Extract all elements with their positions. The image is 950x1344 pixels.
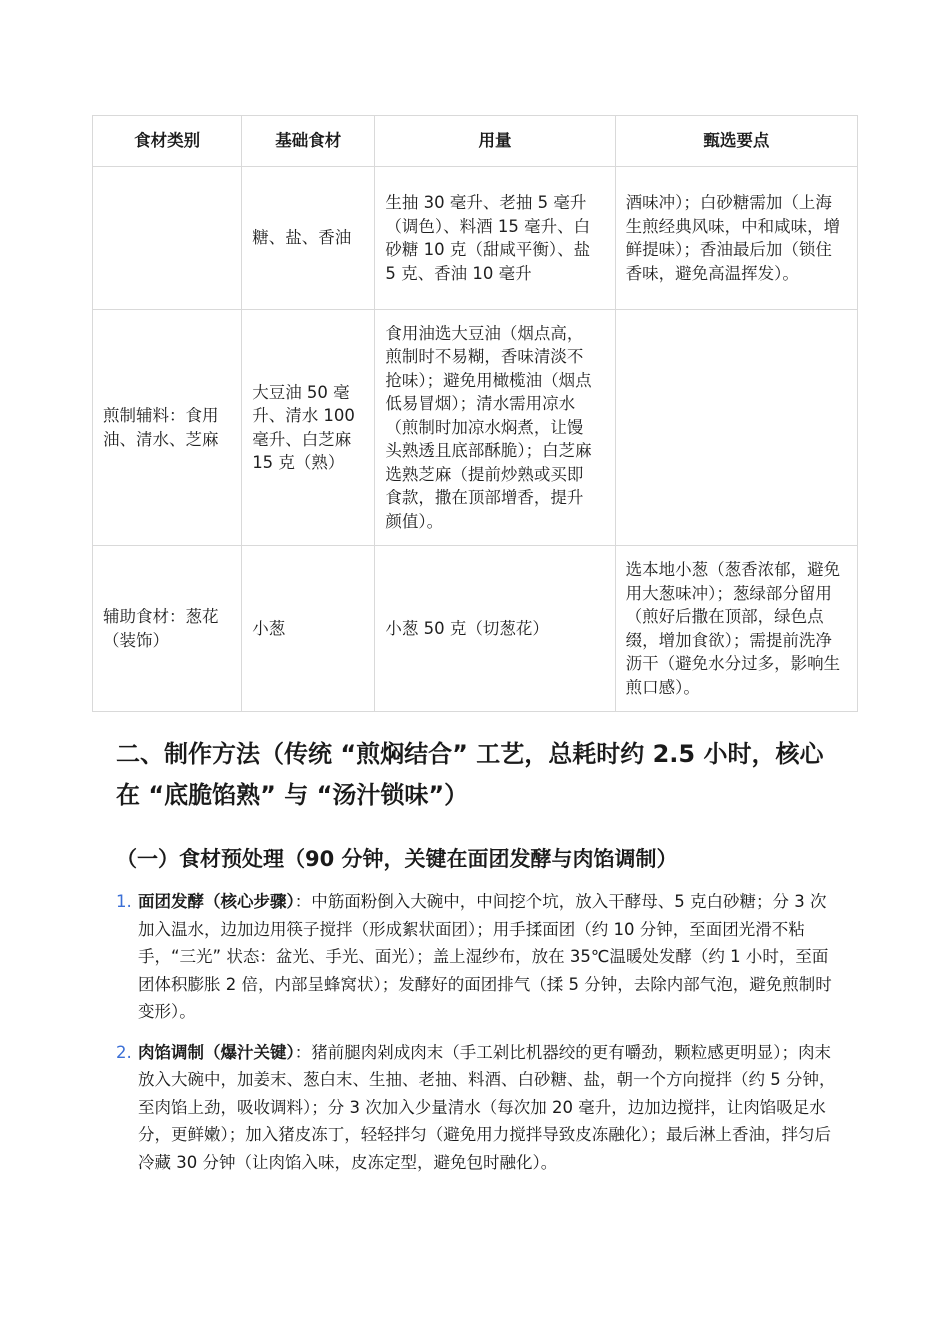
list-item — [116, 1039, 838, 1177]
cell-tips — [615, 310, 857, 546]
cell-amount: 生抽 30 毫升、老抽 5 毫升（调色）、料酒 15 毫升、白砂糖 10 克（甜咸平衡）、盐 5 克、香油 10 毫升 — [375, 167, 615, 310]
header-category: 食材类别 — [93, 116, 242, 167]
header-tips: 甄选要点 — [615, 116, 857, 167]
step-label: 面团发酵（核心步骤） — [138, 892, 295, 911]
cell-tips: 选本地小葱（葱香浓郁，避免用大葱味冲）；葱绿部分留用（煎好后撒在顶部，绿色点缀，增加食欲）；需提前洗净沥干（避免水分过多，影响生煎口感）。 — [615, 546, 857, 712]
step-label: 肉馅调制（爆汁关键） — [138, 1042, 295, 1062]
table-row — [93, 310, 858, 546]
cell-category — [93, 167, 242, 310]
subsection-heading: （一）食材预处理（90 分钟，关键在面团发酵与肉馅调制） — [116, 847, 678, 871]
header-base: 基础食材 — [242, 116, 375, 167]
cell-amount: 小葱 50 克（切葱花） — [375, 546, 615, 712]
cell-base: 小葱 — [242, 546, 375, 712]
cell-base: 糖、盐、香油 — [242, 167, 375, 310]
cell-category: 煎制辅料：食用油、清水、芝麻 — [93, 310, 242, 546]
cell-category: 辅助食材：葱花（装饰） — [93, 546, 242, 712]
step-number: 1. — [116, 892, 132, 911]
steps-list — [116, 888, 838, 1176]
list-item — [116, 888, 838, 1026]
step-text: ：中筋面粉倒入大碗中，中间挖个坑，放入干酵母、5 克白砂糖；分 3 次加入温水，边加边用筷子搅拌（形成絮状面团）；用手揉面团（约 10 分钟，至面团光滑不粘手，“三光” 状态：盆光、手光、面光）；盖上湿纱布，放在 35℃温暖处发酵（约 1 小时，至面团体积膨胀 2 倍，内部呈蜂窝状）；发酵好的面团排气（揉 5 分钟，去除内部气泡，避免煎制时变形）。 — [138, 892, 832, 1021]
section-heading: 二、制作方法（传统 “煎焖结合” 工艺，总耗时约 2.5 小时，核心在 “底脆馅熟” 与 “汤汁锁味”） — [116, 740, 824, 809]
table-row — [93, 167, 858, 310]
header-amount: 用量 — [375, 116, 615, 167]
table-header-row — [93, 116, 858, 167]
step-text: ：猪前腿肉剁成肉末（手工剁比机器绞的更有嚼劲，颗粒感更明显）；肉末放入大碗中，加姜末、葱白末、生抽、老抽、料酒、白砂糖、盐，朝一个方向搅拌（约 5 分钟，至肉馅上劲，吸收调料）；分 3 次加入少量清水（每次加 20 毫升，边加边搅拌，让肉馅吸足水分，更鲜嫩）；加入猪皮冻丁，轻轻拌匀（避免用力搅拌导致皮冻融化）；最后淋上香油，拌匀后冷藏 30 分钟（让肉馅入味，皮冻定型，避免包时融化）。 — [138, 1042, 836, 1172]
cell-tips: 酒味冲）；白砂糖需加（上海生煎经典风味，中和咸味，增鲜提味）；香油最后加（锁住香味，避免高温挥发）。 — [615, 167, 857, 310]
ingredients-table — [92, 115, 858, 712]
cell-base: 大豆油 50 毫升、清水 100 毫升、白芝麻 15 克（熟） — [242, 310, 375, 546]
step-number: 2. — [116, 1042, 132, 1062]
table-row — [93, 546, 858, 712]
cell-amount: 食用油选大豆油（烟点高，煎制时不易糊，香味清淡不抢味）；避免用橄榄油（烟点低易冒烟）；清水需用凉水（煎制时加凉水焖煮，让馒头熟透且底部酥脆）；白芝麻选熟芝麻（提前炒熟或买即食款，撒在顶部增香，提升颜值）。 — [375, 310, 615, 546]
